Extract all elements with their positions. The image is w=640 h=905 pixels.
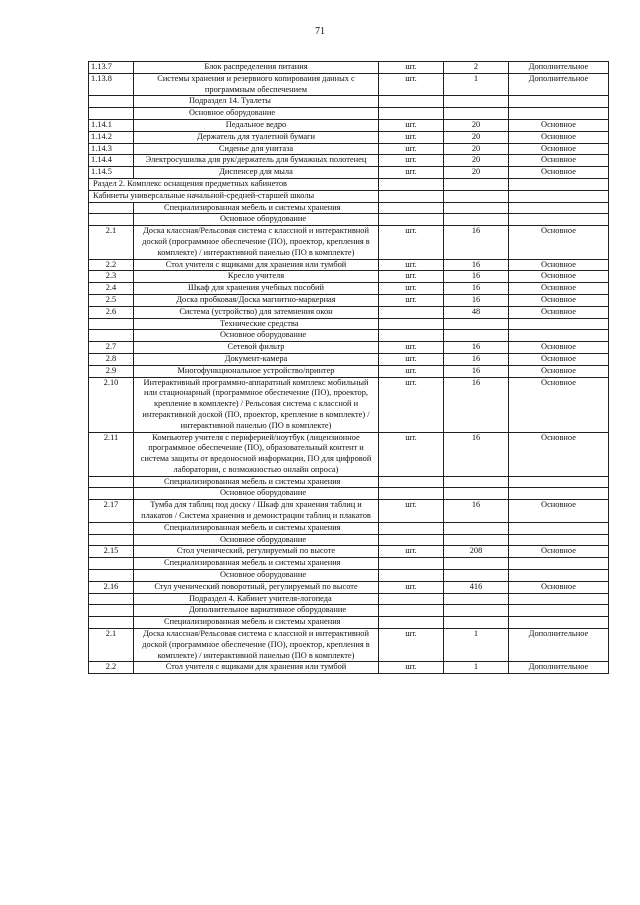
empty-cell	[509, 617, 609, 629]
section-num-cell	[89, 605, 134, 617]
section-num-cell	[89, 534, 134, 546]
item-equipment-type: Основное	[509, 167, 609, 179]
item-quantity: 20	[444, 131, 509, 143]
item-unit: шт.	[379, 73, 444, 96]
empty-cell	[379, 558, 444, 570]
section-num-cell	[89, 488, 134, 500]
section-row	[89, 476, 609, 488]
item-quantity: 20	[444, 167, 509, 179]
item-number: 1.14.5	[89, 167, 134, 179]
empty-cell	[379, 330, 444, 342]
item-number: 2.7	[89, 342, 134, 354]
section-num-cell	[89, 108, 134, 120]
item-quantity: 20	[444, 155, 509, 167]
section-num-cell	[89, 330, 134, 342]
item-unit: шт.	[379, 342, 444, 354]
table-row	[89, 546, 609, 558]
section-title: Основное оборудование	[134, 488, 379, 500]
table-row	[89, 432, 609, 476]
section-row	[89, 108, 609, 120]
item-name: Стол ученический, регулируемый по высоте	[134, 546, 379, 558]
empty-cell	[444, 617, 509, 629]
table-row	[89, 500, 609, 523]
empty-cell	[444, 178, 509, 190]
empty-cell	[444, 202, 509, 214]
item-name: Компьютер учителя с периферией/ноутбук (лицензионное программное обеспечение (ПО), образовательный контент и система защиты от вредоносной информации, ПО для цифровой лаборатории, с возможностью онлайн опроса)	[134, 432, 379, 476]
item-unit: шт.	[379, 226, 444, 259]
table-row	[89, 226, 609, 259]
item-equipment-type: Основное	[509, 432, 609, 476]
item-number: 2.17	[89, 500, 134, 523]
item-name: Стол учителя с ящиками для хранения или тумбой	[134, 662, 379, 674]
table-row	[89, 131, 609, 143]
item-number: 1.14.3	[89, 143, 134, 155]
item-name: Кресло учителя	[134, 271, 379, 283]
item-unit: шт.	[379, 283, 444, 295]
table-row	[89, 271, 609, 283]
empty-cell	[379, 108, 444, 120]
item-equipment-type: Основное	[509, 365, 609, 377]
empty-cell	[379, 605, 444, 617]
item-unit: шт.	[379, 662, 444, 674]
item-unit: шт.	[379, 546, 444, 558]
empty-cell	[509, 534, 609, 546]
table-row	[89, 365, 609, 377]
item-quantity: 16	[444, 500, 509, 523]
empty-cell	[509, 96, 609, 108]
empty-cell	[509, 214, 609, 226]
item-equipment-type: Дополнительное	[509, 73, 609, 96]
item-name: Педальное ведро	[134, 119, 379, 131]
section-num-cell	[89, 617, 134, 629]
item-quantity: 48	[444, 306, 509, 318]
item-unit: шт.	[379, 62, 444, 74]
item-equipment-type: Основное	[509, 226, 609, 259]
section-title: Специализированная мебель и системы хранения	[134, 522, 379, 534]
item-quantity: 16	[444, 271, 509, 283]
section-row	[89, 330, 609, 342]
empty-cell	[509, 488, 609, 500]
section-title: Подраздел 4. Кабинет учителя-логопеда	[134, 593, 379, 605]
item-quantity: 16	[444, 226, 509, 259]
item-equipment-type: Основное	[509, 353, 609, 365]
section-title: Специализированная мебель и системы хранения	[134, 202, 379, 214]
section-num-cell	[89, 522, 134, 534]
empty-cell	[444, 570, 509, 582]
item-equipment-type: Основное	[509, 377, 609, 432]
item-number: 2.3	[89, 271, 134, 283]
section-title: Раздел 2. Комплекс оснащения предметных кабинетов	[89, 178, 379, 190]
section-title: Кабинеты универсальные начальной-средней-старшей школы	[89, 190, 379, 202]
item-unit: шт.	[379, 500, 444, 523]
empty-cell	[509, 178, 609, 190]
empty-cell	[444, 190, 509, 202]
item-name: Системы хранения и резервного копирования данных с программным обеспечением	[134, 73, 379, 96]
section-row	[89, 190, 609, 202]
item-quantity: 1	[444, 662, 509, 674]
item-quantity: 16	[444, 259, 509, 271]
item-quantity: 16	[444, 342, 509, 354]
section-title: Технические средства	[134, 318, 379, 330]
empty-cell	[444, 96, 509, 108]
table-row	[89, 306, 609, 318]
item-unit: шт.	[379, 432, 444, 476]
section-title: Основное оборудование	[134, 534, 379, 546]
item-equipment-type: Дополнительное	[509, 662, 609, 674]
item-name: Блок распределения питания	[134, 62, 379, 74]
empty-cell	[444, 318, 509, 330]
empty-cell	[379, 190, 444, 202]
item-equipment-type: Дополнительное	[509, 629, 609, 662]
item-number: 2.15	[89, 546, 134, 558]
section-row	[89, 318, 609, 330]
table-row	[89, 629, 609, 662]
item-quantity: 416	[444, 581, 509, 593]
table-row	[89, 119, 609, 131]
empty-cell	[444, 593, 509, 605]
item-number: 1.14.1	[89, 119, 134, 131]
item-number: 2.11	[89, 432, 134, 476]
section-row	[89, 522, 609, 534]
item-equipment-type: Основное	[509, 259, 609, 271]
item-equipment-type: Основное	[509, 271, 609, 283]
item-quantity: 2	[444, 62, 509, 74]
item-unit: шт.	[379, 629, 444, 662]
item-number: 1.13.8	[89, 73, 134, 96]
item-name: Электросушилка для рук/держатель для бумажных полотенец	[134, 155, 379, 167]
item-name: Система (устройство) для затемнения окон	[134, 306, 379, 318]
item-quantity: 16	[444, 365, 509, 377]
empty-cell	[509, 605, 609, 617]
item-equipment-type: Основное	[509, 155, 609, 167]
empty-cell	[444, 534, 509, 546]
table-row	[89, 294, 609, 306]
table-row	[89, 353, 609, 365]
empty-cell	[379, 202, 444, 214]
section-row	[89, 488, 609, 500]
item-unit: шт.	[379, 365, 444, 377]
section-row	[89, 593, 609, 605]
item-name: Шкаф для хранения учебных пособий	[134, 283, 379, 295]
item-number: 2.2	[89, 662, 134, 674]
item-unit: шт.	[379, 353, 444, 365]
item-name: Многофункциональное устройство/принтер	[134, 365, 379, 377]
empty-cell	[509, 593, 609, 605]
empty-cell	[444, 330, 509, 342]
item-quantity: 16	[444, 283, 509, 295]
section-row	[89, 570, 609, 582]
empty-cell	[444, 605, 509, 617]
section-title: Дополнительное вариативное оборудование	[134, 605, 379, 617]
item-number: 2.10	[89, 377, 134, 432]
section-title: Специализированная мебель и системы хранения	[134, 476, 379, 488]
item-quantity: 208	[444, 546, 509, 558]
section-num-cell	[89, 558, 134, 570]
item-number: 2.9	[89, 365, 134, 377]
empty-cell	[509, 190, 609, 202]
empty-cell	[379, 488, 444, 500]
section-title: Подраздел 14. Туалеты	[134, 96, 379, 108]
item-equipment-type: Основное	[509, 119, 609, 131]
section-row	[89, 617, 609, 629]
item-number: 2.2	[89, 259, 134, 271]
item-number: 2.1	[89, 226, 134, 259]
item-quantity: 16	[444, 353, 509, 365]
empty-cell	[509, 202, 609, 214]
item-number: 2.5	[89, 294, 134, 306]
empty-cell	[444, 476, 509, 488]
empty-cell	[509, 476, 609, 488]
section-row	[89, 605, 609, 617]
empty-cell	[509, 558, 609, 570]
item-unit: шт.	[379, 294, 444, 306]
section-row	[89, 534, 609, 546]
table-row	[89, 62, 609, 74]
section-num-cell	[89, 593, 134, 605]
item-unit: шт.	[379, 131, 444, 143]
empty-cell	[379, 214, 444, 226]
table-row	[89, 581, 609, 593]
section-title: Специализированная мебель и системы хранения	[134, 617, 379, 629]
item-unit: шт.	[379, 155, 444, 167]
table-row	[89, 73, 609, 96]
empty-cell	[379, 96, 444, 108]
item-equipment-type: Основное	[509, 283, 609, 295]
item-equipment-type: Основное	[509, 131, 609, 143]
section-num-cell	[89, 476, 134, 488]
item-number: 2.8	[89, 353, 134, 365]
section-title: Основное оборудование	[134, 330, 379, 342]
section-row	[89, 558, 609, 570]
item-name: Доска пробковая/Доска магнитно-маркерная	[134, 294, 379, 306]
item-unit: шт.	[379, 271, 444, 283]
section-num-cell	[89, 570, 134, 582]
item-name: Тумба для таблиц под доску / Шкаф для хранения таблиц и плакатов / Система хранения и демонстрации таблиц и плакатов	[134, 500, 379, 523]
empty-cell	[509, 108, 609, 120]
item-name: Стол учителя с ящиками для хранения или тумбой	[134, 259, 379, 271]
table-row	[89, 662, 609, 674]
section-title: Основное оборудование	[134, 108, 379, 120]
table-row	[89, 167, 609, 179]
item-number: 1.13.7	[89, 62, 134, 74]
item-number: 2.1	[89, 629, 134, 662]
section-num-cell	[89, 96, 134, 108]
item-unit: шт.	[379, 119, 444, 131]
empty-cell	[444, 522, 509, 534]
table-row	[89, 155, 609, 167]
empty-cell	[444, 488, 509, 500]
item-unit: шт.	[379, 143, 444, 155]
item-equipment-type: Основное	[509, 143, 609, 155]
section-row	[89, 96, 609, 108]
item-unit: шт.	[379, 581, 444, 593]
item-quantity: 1	[444, 73, 509, 96]
section-row	[89, 202, 609, 214]
table-row	[89, 342, 609, 354]
item-name: Сиденье для унитаза	[134, 143, 379, 155]
item-number: 2.16	[89, 581, 134, 593]
empty-cell	[509, 330, 609, 342]
empty-cell	[379, 534, 444, 546]
item-number: 2.4	[89, 283, 134, 295]
item-name: Сетевой фильтр	[134, 342, 379, 354]
empty-cell	[379, 522, 444, 534]
section-title: Основное оборудование	[134, 570, 379, 582]
equipment-table-body	[89, 62, 609, 674]
section-num-cell	[89, 318, 134, 330]
item-quantity: 1	[444, 629, 509, 662]
section-num-cell	[89, 202, 134, 214]
item-number: 1.14.2	[89, 131, 134, 143]
item-equipment-type: Дополнительное	[509, 62, 609, 74]
empty-cell	[379, 476, 444, 488]
table-row	[89, 283, 609, 295]
item-quantity: 20	[444, 119, 509, 131]
empty-cell	[509, 318, 609, 330]
empty-cell	[379, 593, 444, 605]
empty-cell	[379, 617, 444, 629]
section-row	[89, 178, 609, 190]
table-row	[89, 259, 609, 271]
section-num-cell	[89, 214, 134, 226]
item-quantity: 16	[444, 432, 509, 476]
section-title: Специализированная мебель и системы хранения	[134, 558, 379, 570]
item-quantity: 20	[444, 143, 509, 155]
empty-cell	[444, 558, 509, 570]
item-equipment-type: Основное	[509, 500, 609, 523]
table-row	[89, 143, 609, 155]
empty-cell	[379, 178, 444, 190]
item-unit: шт.	[379, 259, 444, 271]
table-row	[89, 377, 609, 432]
empty-cell	[509, 570, 609, 582]
item-unit: шт.	[379, 167, 444, 179]
item-equipment-type: Основное	[509, 342, 609, 354]
item-name: Стул ученический поворотный, регулируемый по высоте	[134, 581, 379, 593]
empty-cell	[444, 214, 509, 226]
item-equipment-type: Основное	[509, 581, 609, 593]
empty-cell	[444, 108, 509, 120]
item-quantity: 16	[444, 294, 509, 306]
item-name: Диспенсер для мыла	[134, 167, 379, 179]
item-unit: шт.	[379, 377, 444, 432]
page-number: 71	[315, 26, 325, 37]
item-name: Доска классная/Рельсовая система с классной и интерактивной доской (программное обеспечение (ПО), проектор, крепления в комплекте) / интерактивной панелью (ПО в комплекте)	[134, 629, 379, 662]
empty-cell	[379, 570, 444, 582]
section-row	[89, 214, 609, 226]
item-name: Доска классная/Рельсовая система с классной и интерактивной доской (программное обеспечение (ПО), проектор, крепления в комплекте) / интерактивной панелью (ПО в комплекте)	[134, 226, 379, 259]
empty-cell	[509, 522, 609, 534]
section-title: Основное оборудование	[134, 214, 379, 226]
item-equipment-type: Основное	[509, 306, 609, 318]
item-equipment-type: Основное	[509, 294, 609, 306]
item-equipment-type: Основное	[509, 546, 609, 558]
equipment-table	[88, 61, 609, 674]
item-name: Интерактивный программно-аппаратный комплекс мобильный или стационарный (программное обеспечение (ПО), проектор, крепление в комплекте) / Рельсовая система с классной и интерактивной доской (ПО, проектор, крепление в комплекте) / интерактивной панелью (ПО в комплекте)	[134, 377, 379, 432]
item-name: Держатель для туалетной бумаги	[134, 131, 379, 143]
item-number: 1.14.4	[89, 155, 134, 167]
empty-cell	[379, 318, 444, 330]
item-name: Документ-камера	[134, 353, 379, 365]
item-unit	[379, 306, 444, 318]
item-quantity: 16	[444, 377, 509, 432]
item-number: 2.6	[89, 306, 134, 318]
